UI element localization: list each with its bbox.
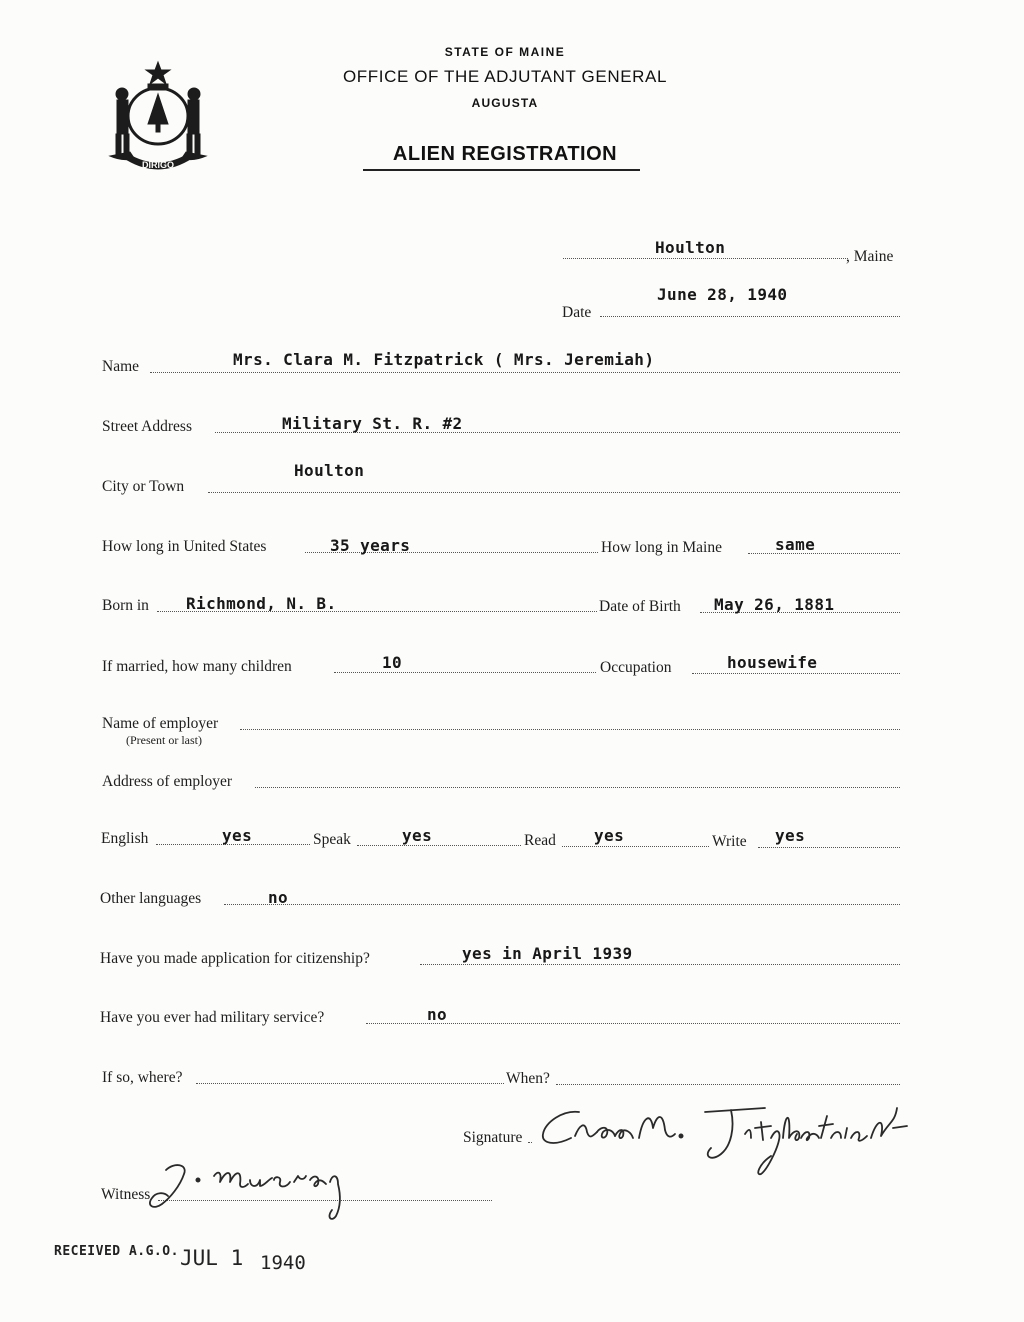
svg-text:DIRIGO: DIRIGO	[141, 160, 175, 170]
witness-handwriting	[140, 1158, 370, 1224]
name-line	[150, 372, 900, 373]
when-line	[556, 1084, 900, 1085]
other-languages-line	[224, 904, 900, 905]
speak-label: Speak	[313, 831, 351, 848]
street-label: Street Address	[102, 418, 192, 435]
born-in-label: Born in	[102, 597, 149, 614]
location-town: Houlton	[655, 238, 726, 257]
signature-label: Signature	[463, 1129, 523, 1146]
military-label: Have you ever had military service?	[100, 1009, 325, 1026]
header-office: OFFICE OF THE ADJUTANT GENERAL	[342, 67, 668, 86]
where-label: If so, where?	[102, 1069, 183, 1086]
witness-label: Witness	[101, 1186, 151, 1203]
date-value: June 28, 1940	[657, 285, 788, 304]
other-languages-value: no	[268, 888, 289, 907]
children-value: 10	[382, 653, 403, 672]
read-line	[562, 846, 709, 847]
location-state: , Maine	[846, 248, 894, 265]
received-date: JUL 1	[180, 1246, 244, 1270]
other-languages-label: Other languages	[100, 890, 202, 907]
when-label: When?	[506, 1070, 550, 1087]
employer-address-label: Address of employer	[102, 773, 232, 790]
received-year: 1940	[260, 1252, 306, 1274]
children-label: If married, how many children	[102, 658, 292, 675]
dob-label: Date of Birth	[599, 598, 681, 615]
citizenship-line	[420, 964, 900, 965]
years-maine-label: How long in Maine	[601, 539, 722, 556]
signature-line	[528, 1142, 532, 1143]
header-state: STATE OF MAINE	[444, 45, 566, 59]
years-us-value: 35 years	[330, 536, 411, 555]
read-label: Read	[524, 832, 556, 849]
employer-address-line	[255, 787, 900, 788]
english-value: yes	[222, 826, 253, 845]
date-line	[600, 316, 900, 317]
occupation-label: Occupation	[600, 659, 672, 676]
speak-value: yes	[402, 826, 433, 845]
occupation-value: housewife	[727, 653, 818, 672]
occupation-line	[692, 673, 900, 674]
form-title: ALIEN REGISTRATION	[392, 143, 618, 165]
where-line	[196, 1083, 504, 1084]
years-maine-value: same	[775, 535, 816, 554]
dob-value: May 26, 1881	[714, 595, 835, 614]
write-value: yes	[775, 826, 806, 845]
citizenship-value: yes in April 1939	[462, 944, 633, 963]
speak-line	[357, 845, 521, 846]
city-value: Houlton	[294, 461, 365, 480]
location-line	[563, 258, 848, 259]
years-maine-line	[748, 553, 900, 554]
date-label: Date	[562, 304, 592, 321]
received-stamp: RECEIVED A.G.O.	[54, 1244, 179, 1259]
title-underline	[363, 169, 640, 171]
employer-label: Name of employer	[102, 715, 219, 732]
citizenship-label: Have you made application for citizenship?	[100, 950, 370, 967]
street-value: Military St. R. #2	[282, 414, 463, 433]
years-us-label: How long in United States	[102, 538, 267, 555]
english-label: English	[101, 830, 149, 847]
employer-line	[240, 729, 900, 730]
city-label: City or Town	[102, 478, 185, 495]
header-city: AUGUSTA	[471, 96, 539, 110]
children-line	[334, 672, 596, 673]
born-in-value: Richmond, N. B.	[186, 594, 337, 613]
signature-handwriting	[535, 1098, 935, 1178]
name-label: Name	[102, 358, 140, 375]
write-line	[758, 847, 900, 848]
employer-sublabel: (Present or last)	[126, 733, 202, 747]
military-value: no	[427, 1005, 448, 1024]
city-line	[208, 492, 900, 493]
name-value: Mrs. Clara M. Fitzpatrick ( Mrs. Jeremiah)	[233, 350, 655, 369]
read-value: yes	[594, 826, 625, 845]
write-label: Write	[712, 833, 747, 850]
